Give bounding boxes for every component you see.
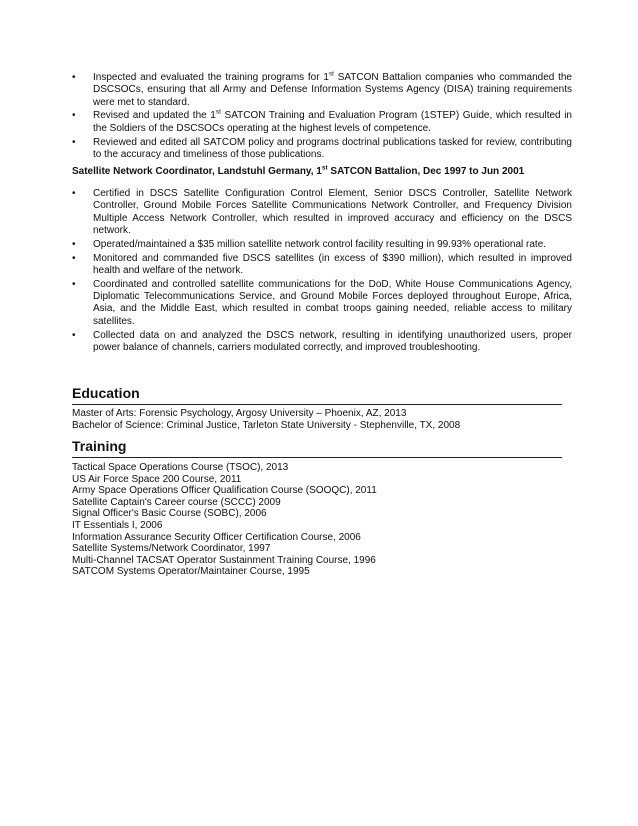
bullet-text: SATCON Training and Evaluation Program (1STEP) Guide, which resulted in the Soldiers of the DSCSOCs operating at the highest levels of competence.: [93, 110, 572, 134]
bullet-icon: •: [72, 252, 76, 264]
list-item: [72, 279, 572, 328]
training-list: [72, 462, 572, 578]
bullet-icon: •: [72, 188, 76, 199]
ordinal-suffix: st: [321, 164, 328, 172]
bullet-icon: •: [72, 238, 76, 250]
degree-line: Bachelor of Science: Criminal Justice, Tarleton State University - Stephenville, TX, 2008: [72, 419, 461, 431]
bullet-icon: •: [72, 278, 76, 290]
bullet-text: Collected data on and analyzed the DSCS network, resulting in identifying unauthorized users, proper power balance of channels, carriers modulated correctly, and improved troubleshooting.: [93, 329, 572, 353]
course-line: Multi-Channel TACSAT Operator Sustainment Training Course, 1996: [72, 554, 376, 566]
bullet-icon: •: [72, 72, 76, 83]
duties-list-previous: [72, 72, 572, 163]
duties-list-coordinator: [72, 188, 572, 356]
list-item: [72, 253, 572, 278]
degree-line: Master of Arts: Forensic Psychology, Argosy University – Phoenix, AZ, 2013: [72, 408, 407, 419]
bullet-text: Reviewed and edited all SATCOM policy and programs doctrinal publications tasked for review, contributing to the accuracy and timeliness of those publications.: [93, 136, 572, 160]
course-line: Army Space Operations Officer Qualification Course (SOOQC), 2011: [72, 485, 377, 497]
list-item: [72, 110, 572, 135]
list-item: [72, 72, 572, 109]
bullet-text: Coordinated and controlled satellite communications for the DoD, White House Communications Agency, Diplomatic Telecommunications Service, and Ground Mobile Forces deployed throughout Europe, Africa, Asia, and the Middle East, which resulted in combat troops gaining needed, reliable access to military satellites.: [93, 278, 572, 327]
list-item: [72, 239, 572, 251]
ordinal-suffix: st: [215, 109, 221, 117]
list-item: [72, 188, 572, 237]
course-line: IT Essentials I, 2006: [72, 519, 163, 531]
bullet-text: Revised and updated the 1: [93, 110, 216, 122]
bullet-icon: •: [72, 110, 76, 122]
job-heading-text: Satellite Network Coordinator, Landstuhl Germany, 1: [72, 166, 322, 177]
bullet-text: SATCON Battalion companies who commanded the DSCSOCs, ensuring that all Army and Defense Information Systems Agency (DISA) training requirements were met to standard.: [93, 72, 572, 108]
list-item: [72, 330, 572, 355]
bullet-icon: •: [72, 136, 76, 148]
list-item: [72, 137, 572, 162]
bullet-text: Monitored and commanded five DSCS satellites (in excess of $390 million), which resulted in improved health and welfare of the network.: [93, 252, 572, 276]
course-line: US Air Force Space 200 Course, 2011: [72, 473, 242, 485]
bullet-text: Certified in DSCS Satellite Configuration Control Element, Senior DSCS Controller, Satellite Network Controller, Ground Mobile Forces Satellite Communications Network Controller, and Frequency Division Multiple Access Network Controller, which resulted in improved accuracy and efficiency on the DSCS network.: [93, 188, 572, 236]
education-heading: Education: [72, 385, 562, 405]
bullet-text: Inspected and evaluated the training programs for 1: [93, 72, 329, 83]
bullet-icon: •: [72, 329, 76, 341]
course-line: Information Assurance Security Officer Certification Course, 2006: [72, 531, 361, 543]
job-heading-text: SATCON Battalion, Dec 1997 to Jun 2001: [327, 166, 525, 177]
course-line: Satellite Systems/Network Coordinator, 1997: [72, 543, 271, 555]
education-list: [72, 408, 572, 431]
course-line: Signal Officer's Basic Course (SOBC), 2006: [72, 508, 267, 520]
job-heading: [72, 166, 572, 178]
course-line: SATCOM Systems Operator/Maintainer Course, 1995: [72, 566, 310, 578]
training-heading: Training: [72, 438, 562, 458]
ordinal-suffix: st: [328, 70, 334, 78]
course-line: Satellite Captain's Career course (SCCC) 2009: [72, 496, 281, 508]
course-line: Tactical Space Operations Course (TSOC), 2013: [72, 462, 289, 473]
bullet-text: Operated/maintained a $35 million satellite network control facility resulting in 99.93% operational rate.: [93, 238, 547, 250]
